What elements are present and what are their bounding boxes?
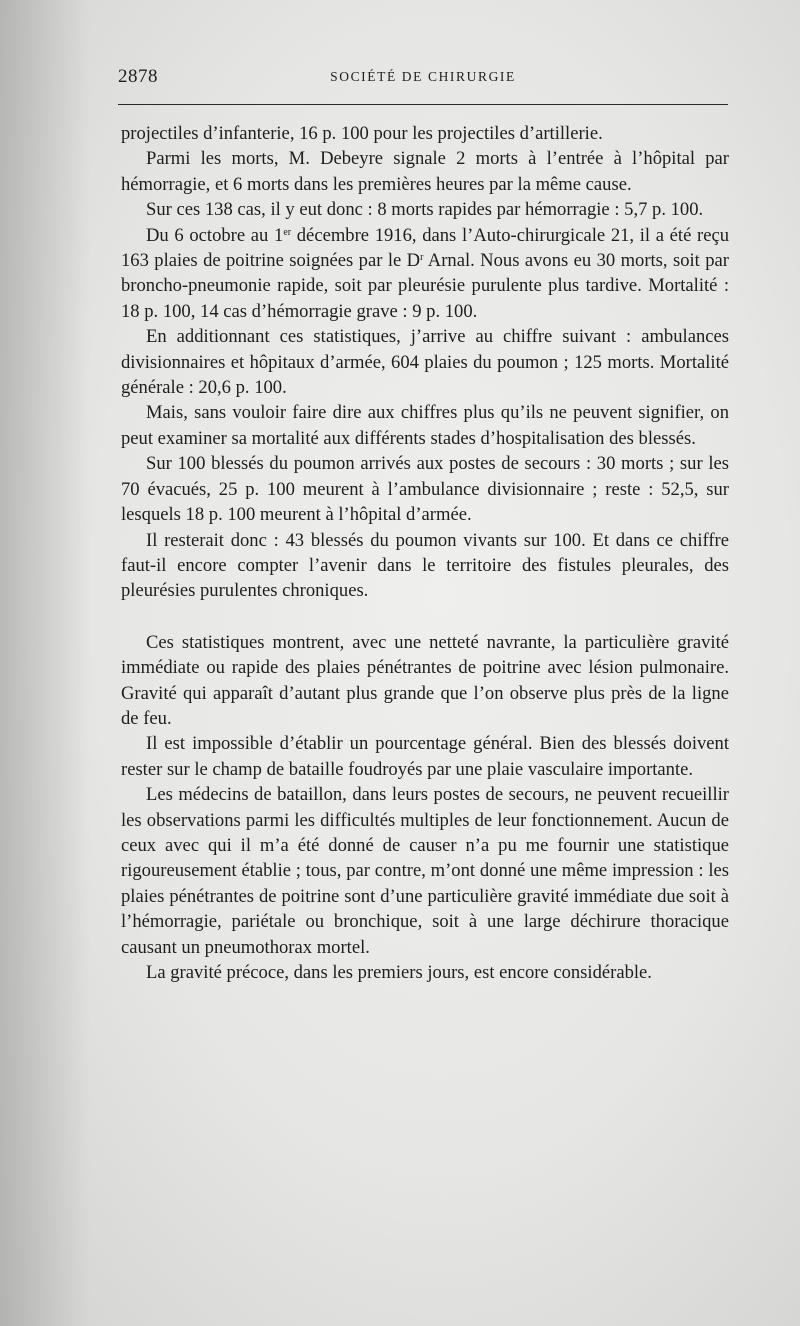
paragraph: Mais, sans vouloir faire dire aux chiffres plus qu’ils ne peuvent signifier, on peut examiner sa mortalité aux différents stades d’hospitalisation des blessés.	[121, 402, 729, 449]
paragraph: Parmi les morts, M. Debeyre signale 2 morts à l’entrée à l’hôpital par hémorragie, et 6 morts dans les premières heures par la même cause.	[121, 148, 729, 195]
paragraph: La gravité précoce, dans les premiers jours, est encore considérable.	[146, 962, 652, 983]
superscript: er	[283, 226, 292, 238]
paragraph-text: Du 6 octobre au 1	[146, 224, 284, 246]
paragraph-text: décembre 1916, dans l’Auto-chirurgicale 21, il a été reçu 163 plaies de poitrine soignées par le D	[121, 224, 729, 272]
paragraph	[121, 223, 729, 325]
paragraph: En additionnant ces statistiques, j’arrive au chiffre suivant : ambulances divisionnaires et hôpitaux d’armée, 604 plaies du poumon ; 125 morts. Mortalité générale : 20,6 p. 100.	[121, 326, 729, 399]
paragraph: Les médecins de bataillon, dans leurs postes de secours, ne peuvent recueillir les observations parmi les difficultés multiples de leur fonctionnement. Aucun de ceux avec qui il m’a été donné de causer n’a pu me fournir une statistique rigoureusement établie ; tous, par contre, m’ont donné une même impression : les plaies pénétrantes de poitrine sont d’une particulière gravité immédiate due soit à l’hémorragie, pariétale ou bronchique, soit à une large déchirure thoracique causant un pneumothorax mortel.	[121, 784, 729, 958]
paragraph: Ces statistiques montrent, avec une netteté navrante, la particulière gravité immédiate ou rapide des plaies pénétrantes de poitrine avec lésion pulmonaire. Gravité qui apparaît d’autant plus grande que l’on observe plus près de la ligne de feu.	[121, 631, 729, 729]
section-gap	[121, 604, 729, 630]
body-text	[121, 121, 729, 985]
page-header	[118, 60, 728, 100]
running-title: SOCIÉTÉ DE CHIRURGIE	[330, 69, 516, 84]
paragraph: Il est impossible d’établir un pourcentage général. Bien des blessés doivent rester sur le champ de bataille foudroyés par une plaie vasculaire importante.	[121, 733, 729, 780]
paragraph: Sur 100 blessés du poumon arrivés aux postes de secours : 30 morts ; sur les 70 évacués, 25 p. 100 meurent à l’ambulance divisionnaire ; reste : 52,5, sur lesquels 18 p. 100 meurent à l’hôpital d’armée.	[121, 453, 729, 526]
paragraph-text: Arnal. Nous avons eu 30 morts, soit par broncho-pneumonie rapide, soit par pleurésie purulente plus tardive. Mortalité : 18 p. 100, 14 cas d’hémorragie grave : 9 p. 100.	[121, 250, 729, 322]
paragraph: Sur ces 138 cas, il y eut donc : 8 morts rapides par hémorragie : 5,7 p. 100.	[146, 199, 704, 221]
header-rule	[118, 104, 728, 105]
paragraph: projectiles d’infanterie, 16 p. 100 pour les projectiles d’artillerie.	[121, 123, 603, 144]
page-number: 2878	[118, 66, 158, 87]
superscript: r	[420, 252, 424, 264]
paragraph: Il resterait donc : 43 blessés du poumon vivants sur 100. Et dans ce chiffre faut-il encore compter l’avenir dans le territoire des fistules pleurales, des pleurésies purulentes chroniques.	[121, 529, 729, 602]
